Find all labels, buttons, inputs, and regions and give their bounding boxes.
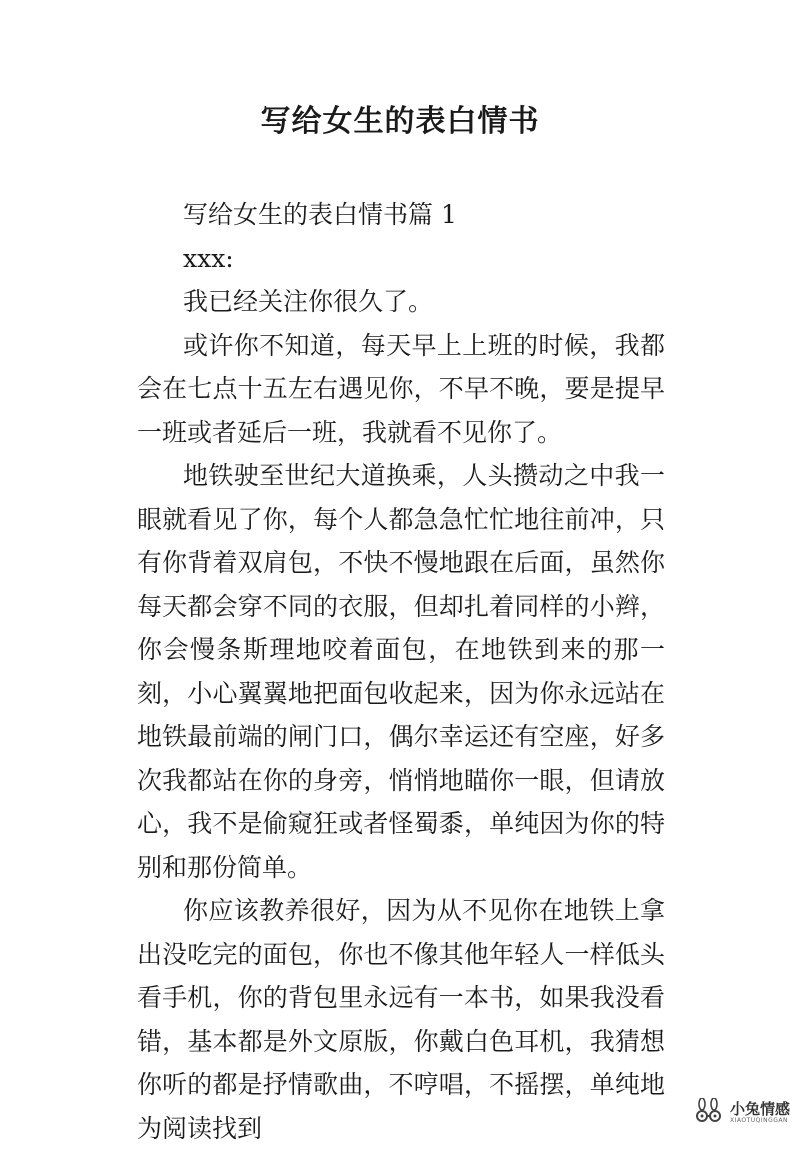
watermark-subtext: XIAOTUQINGGAN (729, 1116, 789, 1124)
paragraph: 我已经关注你很久了。 (183, 287, 434, 316)
paragraph: 你应该教养很好，因为从不见你在地铁上拿出没吃完的面包，你也不像其他年轻人一样低头看手机，你的背包里永远有一本书，如果我没看错，基本都是外文原版，你戴白色耳机，我猜想你听的都是抒情歌曲，不哼唱，不摇摆，单纯地为阅读找到 (137, 896, 665, 1143)
watermark-logo (692, 1098, 790, 1126)
rabbit-glasses-icon (692, 1098, 726, 1126)
watermark-text (730, 1101, 790, 1124)
paragraph: 地铁驶至世纪大道换乘，人头攒动之中我一眼就看见了你，每个人都急急忙忙地往前冲，只有你背着双肩包，不快不慢地跟在后面，虽然你每天都会穿不同的衣服，但却扎着同样的小辫，你会慢条斯理地咬着面包，在地铁到来的那一刻，小心翼翼地把面包收起来，因为你永远站在地铁最前端的闸门口，偶尔幸运还有空座，好多次我都站在你的身旁，悄悄地瞄你一眼，但请放心，我不是偷窥狂或者怪蜀黍，单纯因为你的特别和那份简单。 (137, 461, 665, 882)
watermark-name: 小兔情感 (729, 1099, 790, 1118)
paragraph: 或许你不知道，每天早上上班的时候，我都会在七点十五左右遇见你，不早不晚，要是提早一班或者延后一班，我就看不见你了。 (137, 330, 665, 447)
document-body (137, 193, 665, 1150)
paragraph-salutation: xxx: (183, 243, 234, 273)
paragraph-heading: 写给女生的表白情书篇 1 (183, 200, 457, 229)
document-title: 写给女生的表白情书 (260, 104, 540, 139)
